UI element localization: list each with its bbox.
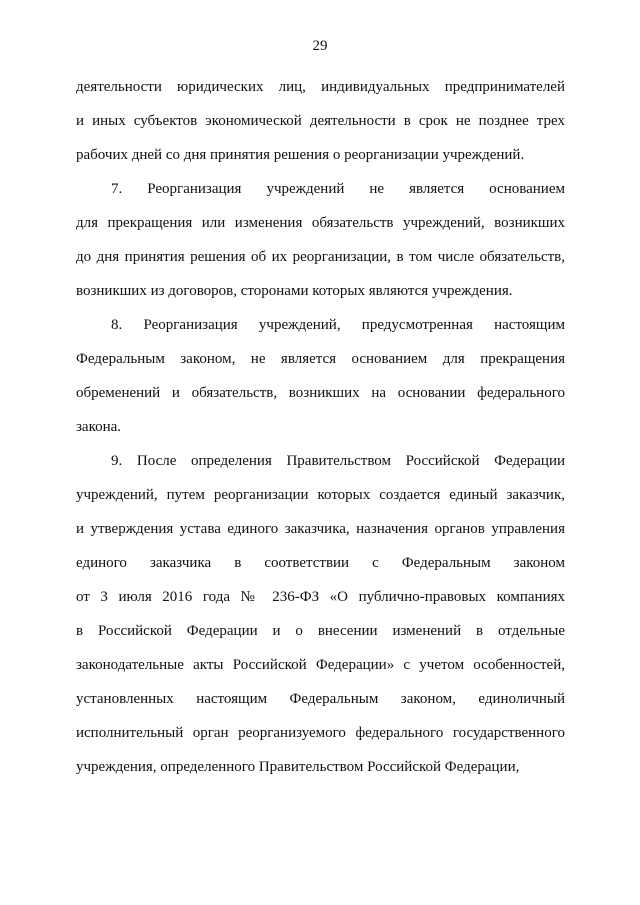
document-body <box>76 70 565 784</box>
text-line: в Российской Федерации и о внесении изменений в отдельные <box>76 623 565 639</box>
text-line: учреждений, путем реорганизации которых создается единый заказчик, <box>76 487 565 503</box>
text-line: обременений и обязательств, возникших на основании федерального <box>76 385 565 401</box>
paragraph <box>76 308 565 444</box>
text-line: закона. <box>76 419 122 435</box>
paragraph <box>76 172 565 308</box>
page-number: 29 <box>312 38 328 54</box>
text-line: от 3 июля 2016 года № 236-ФЗ «О публично-правовых компаниях <box>76 589 565 605</box>
text-line: исполнительный орган реорганизуемого федерального государственного <box>76 725 565 741</box>
text-line: учреждения, определенного Правительством Российской Федерации, <box>76 759 520 775</box>
text-line: до дня принятия решения об их реорганизации, в том числе обязательств, <box>76 249 565 265</box>
text-line: для прекращения или изменения обязательств учреждений, возникших <box>76 215 565 231</box>
paragraph <box>76 444 565 784</box>
paragraph <box>76 70 565 172</box>
text-line: рабочих дней со дня принятия решения о реорганизации учреждений. <box>76 147 525 163</box>
text-line: единого заказчика в соответствии с Федеральным законом <box>76 555 565 571</box>
text-line: установленных настоящим Федеральным законом, единоличный <box>76 691 565 707</box>
text-line: Федеральным законом, не является основанием для прекращения <box>76 351 565 367</box>
text-line: и иных субъектов экономической деятельности в срок не позднее трех <box>76 113 565 129</box>
text-line: деятельности юридических лиц, индивидуальных предпринимателей <box>76 79 565 95</box>
text-line: и утверждения устава единого заказчика, назначения органов управления <box>76 521 565 537</box>
text-line: 7. Реорганизация учреждений не является основанием <box>111 181 565 197</box>
text-line: законодательные акты Российской Федерации» с учетом особенностей, <box>76 657 565 673</box>
text-line: 8. Реорганизация учреждений, предусмотренная настоящим <box>111 317 565 333</box>
text-line: 9. После определения Правительством Российской Федерации <box>111 453 565 469</box>
text-line: возникших из договоров, сторонами которых являются учреждения. <box>76 283 513 299</box>
